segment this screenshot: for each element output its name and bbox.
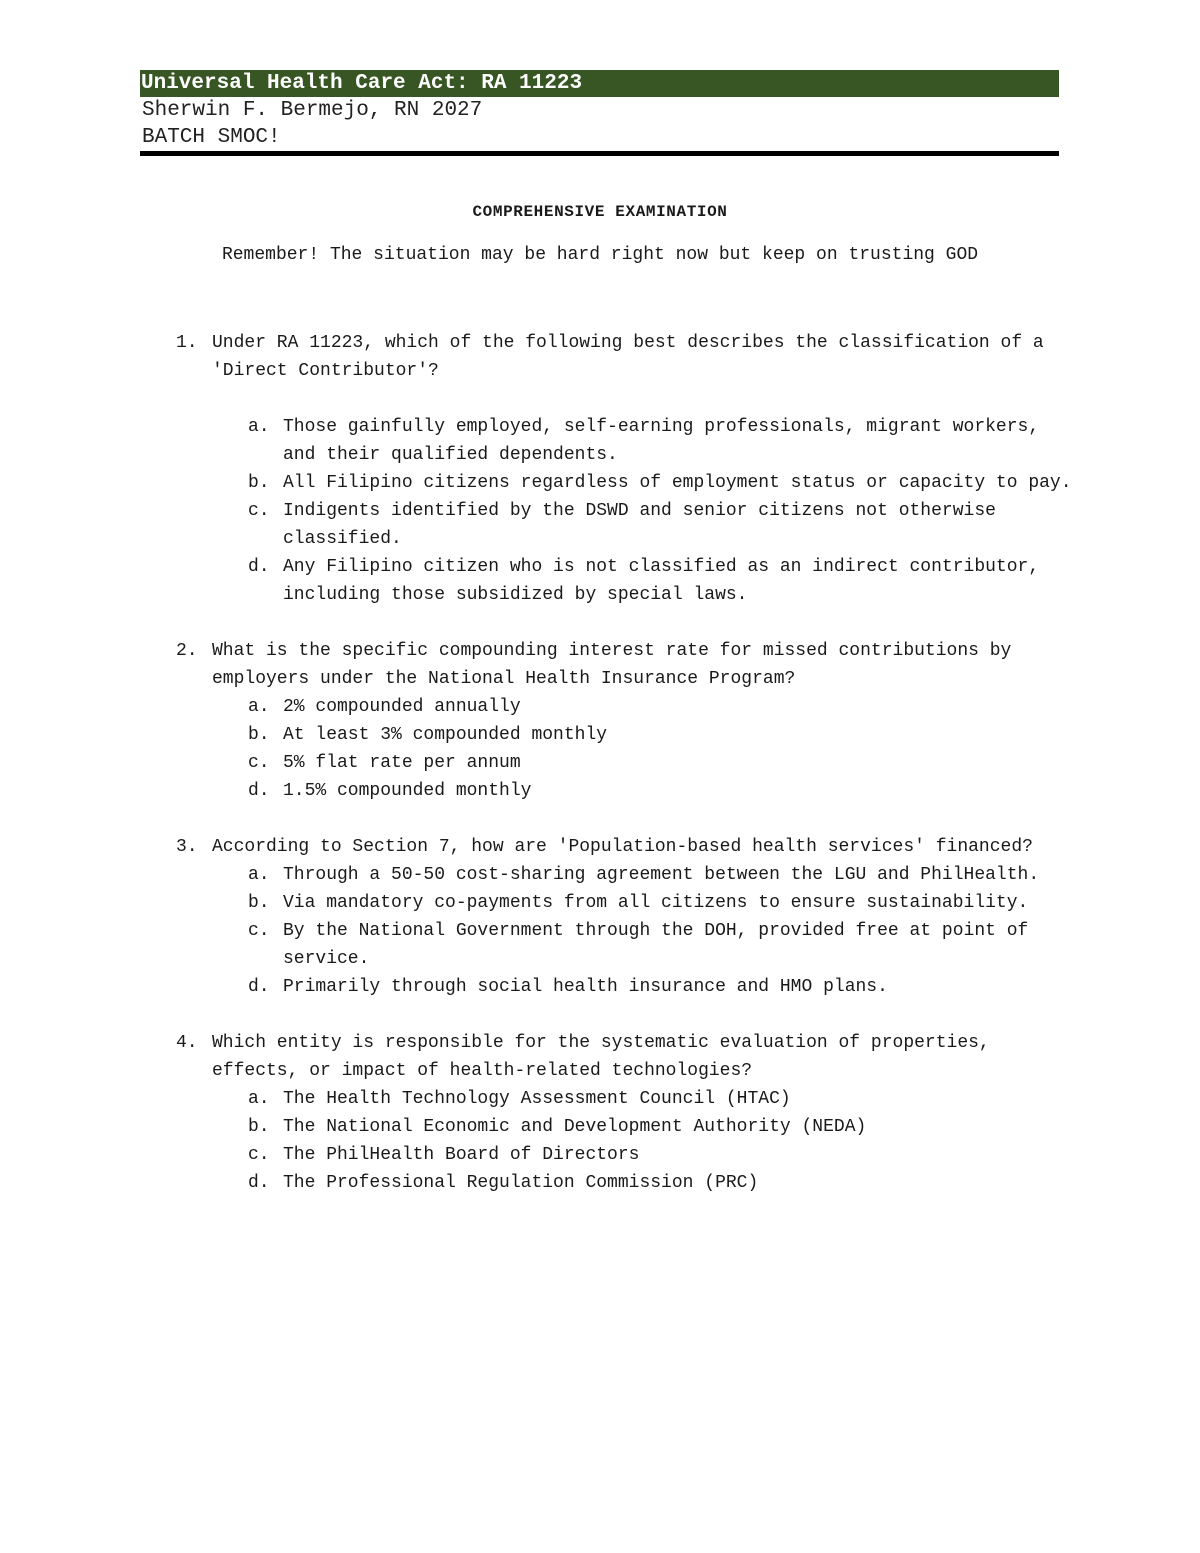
option-letter: b. xyxy=(248,473,270,493)
option-text: 1.5% compounded monthly xyxy=(283,781,532,801)
option-text: At least 3% compounded monthly xyxy=(283,725,608,745)
option-letter: d. xyxy=(248,557,270,577)
option-text: By the National Government through the DOH, provided free at point of service. xyxy=(283,921,1029,969)
question-text: What is the specific compounding interest rate for missed contributions by employers under the National Health Insurance Program? xyxy=(212,641,1012,689)
option-letter: a. xyxy=(248,865,270,885)
option-a xyxy=(0,413,1200,469)
question-list xyxy=(0,329,1200,1225)
question-4 xyxy=(0,1029,1200,1197)
option-text: All Filipino citizens regardless of employment status or capacity to pay. xyxy=(283,473,1072,493)
question-text: Which entity is responsible for the systematic evaluation of properties, effects, or impact of health-related technologies? xyxy=(212,1033,990,1081)
option-text: 2% compounded annually xyxy=(283,697,521,717)
option-text: Primarily through social health insurance and HMO plans. xyxy=(283,977,888,997)
document-title: Universal Health Care Act: RA 11223 xyxy=(140,70,1059,97)
option-letter: d. xyxy=(248,1173,270,1193)
option-text: 5% flat rate per annum xyxy=(283,753,521,773)
option-c xyxy=(0,1141,1200,1169)
option-text: The PhilHealth Board of Directors xyxy=(283,1145,640,1165)
question-number: 4. xyxy=(176,1033,198,1053)
option-text: The National Economic and Development Authority (NEDA) xyxy=(283,1117,867,1137)
option-letter: d. xyxy=(248,781,270,801)
option-letter: c. xyxy=(248,501,270,521)
question-text: Under RA 11223, which of the following best describes the classification of a 'Direct Contributor'? xyxy=(212,333,1044,381)
option-letter: b. xyxy=(248,893,270,913)
option-letter: d. xyxy=(248,977,270,997)
question-2 xyxy=(0,637,1200,805)
question-number: 3. xyxy=(176,837,198,857)
option-letter: c. xyxy=(248,1145,270,1165)
author-line: Sherwin F. Bermejo, RN 2027 xyxy=(142,99,483,122)
option-c xyxy=(0,917,1200,973)
option-text: Via mandatory co-payments from all citizens to ensure sustainability. xyxy=(283,893,1029,913)
option-b xyxy=(0,1113,1200,1141)
option-a xyxy=(0,693,1200,721)
option-letter: b. xyxy=(248,1117,270,1137)
option-d xyxy=(0,1169,1200,1197)
option-text: Any Filipino citizen who is not classified as an indirect contributor, including those subsidized by special laws. xyxy=(283,557,1040,605)
option-text: Through a 50-50 cost-sharing agreement between the LGU and PhilHealth. xyxy=(283,865,1040,885)
option-letter: c. xyxy=(248,921,270,941)
option-a xyxy=(0,1085,1200,1113)
option-text: The Professional Regulation Commission (PRC) xyxy=(283,1173,759,1193)
option-letter: a. xyxy=(248,417,270,437)
option-d xyxy=(0,973,1200,1001)
option-list xyxy=(0,861,1200,1001)
option-letter: a. xyxy=(248,697,270,717)
question-number: 1. xyxy=(176,333,198,353)
option-c xyxy=(0,749,1200,777)
option-b xyxy=(0,721,1200,749)
question-3 xyxy=(0,833,1200,1001)
option-text: Those gainfully employed, self-earning professionals, migrant workers, and their qualified dependents. xyxy=(283,417,1040,465)
option-letter: a. xyxy=(248,1089,270,1109)
option-c xyxy=(0,497,1200,553)
option-letter: c. xyxy=(248,753,270,773)
question-1 xyxy=(0,329,1200,609)
option-text: The Health Technology Assessment Council (HTAC) xyxy=(283,1089,791,1109)
option-list xyxy=(0,1085,1200,1197)
question-text: According to Section 7, how are 'Population-based health services' financed? xyxy=(212,837,1033,857)
option-b xyxy=(0,469,1200,497)
batch-line: BATCH SMOC! xyxy=(142,126,281,149)
option-letter: b. xyxy=(248,725,270,745)
option-d xyxy=(0,553,1200,609)
option-d xyxy=(0,777,1200,805)
option-text: Indigents identified by the DSWD and senior citizens not otherwise classified. xyxy=(283,501,996,549)
option-a xyxy=(0,861,1200,889)
option-b xyxy=(0,889,1200,917)
exam-title: COMPREHENSIVE EXAMINATION xyxy=(472,203,728,221)
header-divider xyxy=(140,151,1059,156)
reminder-text: Remember! The situation may be hard right now but keep on trusting GOD xyxy=(221,245,979,265)
option-list xyxy=(0,693,1200,805)
question-number: 2. xyxy=(176,641,198,661)
option-list xyxy=(0,413,1200,609)
